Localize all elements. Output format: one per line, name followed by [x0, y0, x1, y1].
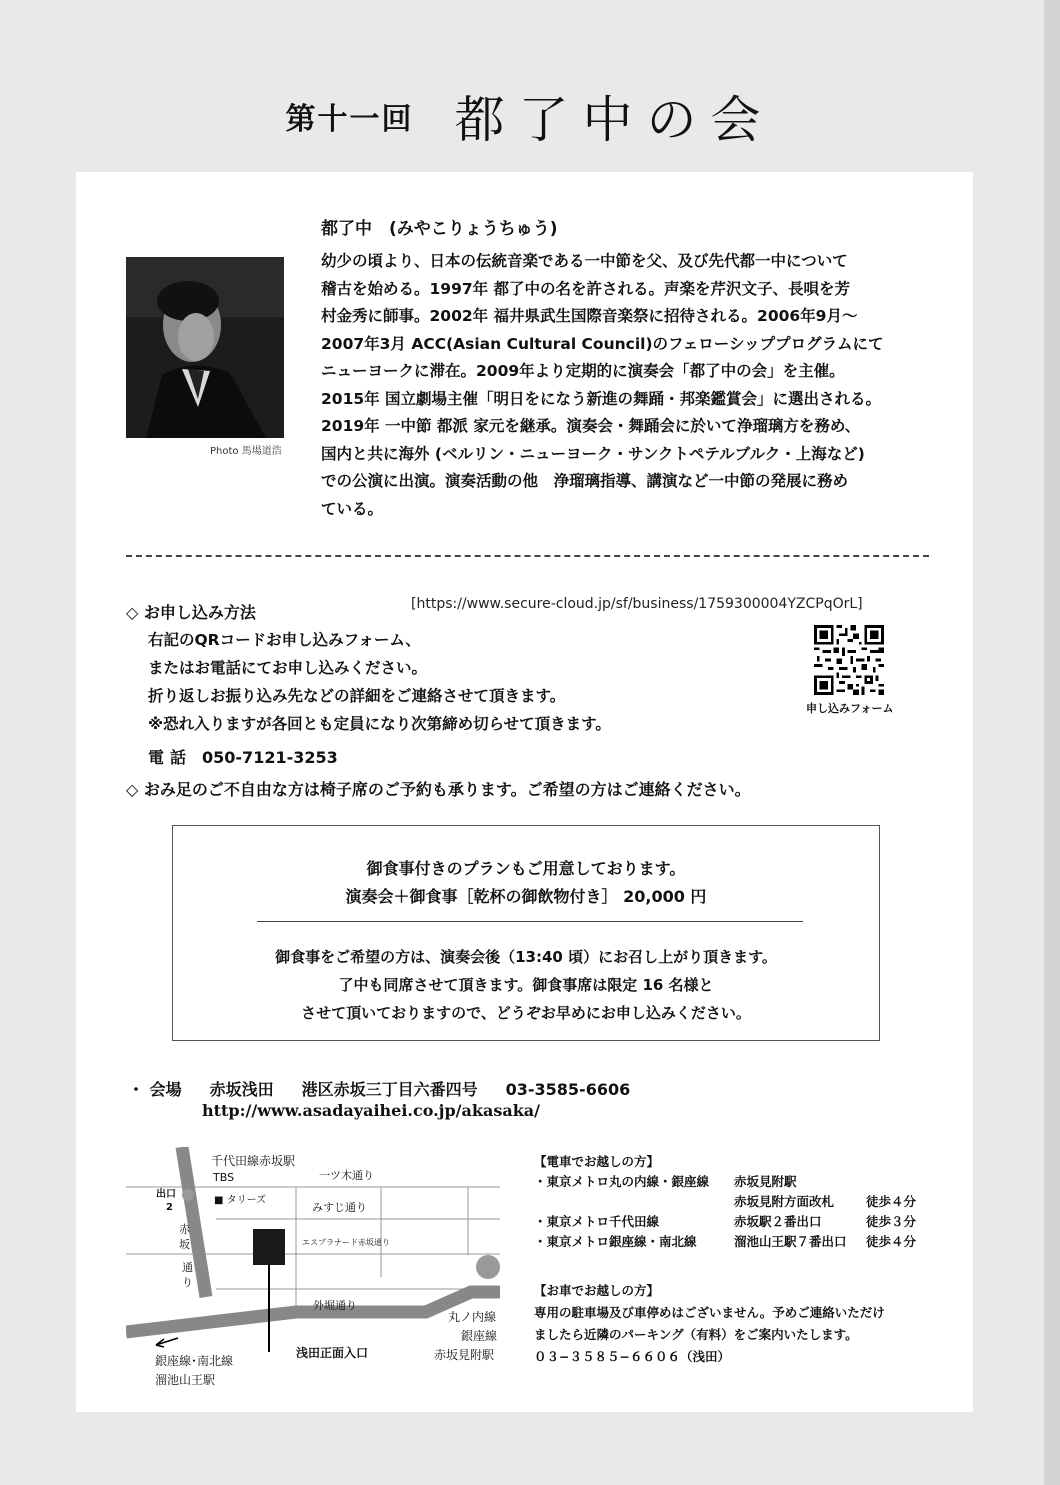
- meal-plan-box: [172, 825, 880, 1041]
- akasaka-dori-road: [182, 1147, 206, 1297]
- walk-time: 徒歩４分: [866, 1194, 917, 1209]
- application-url-link[interactable]: [https://www.secure-cloud.jp/sf/business/1759300004YZCPqOrL]: [411, 596, 863, 612]
- page-edge: [1044, 0, 1060, 1485]
- sotobori-dori-road: [126, 1292, 500, 1332]
- car-line: 専用の駐車場及び車停めはございません。予めご連絡いただけ: [534, 1305, 885, 1320]
- exit-2-marker: [182, 1189, 194, 1201]
- street-label: エスプラナード赤坂通り: [302, 1238, 390, 1247]
- station-exit: 赤坂見附方面改札: [734, 1194, 835, 1209]
- access-row: [534, 1212, 917, 1232]
- access-row: [534, 1192, 917, 1212]
- application-heading: ◇ お申し込み方法: [126, 603, 256, 622]
- bio-line: 2019年 一中節 都派 家元を継承。演奏会・舞踊会に於いて浄瑠璃方を務め、: [321, 417, 861, 435]
- chair-seat-note: ◇ おみ足のご不自由な方は椅子席のご予約も承ります。ご希望の方はご連絡ください。: [126, 780, 751, 799]
- station-label: 銀座線: [461, 1329, 498, 1343]
- exit-label: 出口: [156, 1189, 176, 1200]
- car-line: ０３−３５８５−６６０６（浅田）: [534, 1349, 730, 1364]
- station-exit: 赤坂駅２番出口: [734, 1214, 822, 1229]
- edition-number: 第十一回: [285, 102, 414, 137]
- car-access: [534, 1280, 885, 1368]
- qr-caption: 申し込みフォーム: [806, 702, 894, 715]
- event-name: 都了中の会: [454, 91, 775, 149]
- bio-line: 幼少の頃より、日本の伝統音楽である一中節を父、及び先代都一中について: [321, 252, 848, 270]
- walk-time: 徒歩３分: [866, 1214, 917, 1229]
- application-instructions: [148, 626, 611, 738]
- station-label: 銀座線･南北線: [155, 1354, 234, 1368]
- station-exit: 溜池山王駅７番出口: [734, 1234, 847, 1249]
- meal-divider: [257, 921, 803, 922]
- qr-code[interactable]: [814, 625, 884, 695]
- instruction-line: 折り返しお振り込み先などの詳細をご連絡させて頂きます。: [148, 687, 566, 705]
- meal-line: 御食事をご希望の方は、演奏会後（13:40 頃）にお召し上がり頂きます。: [275, 948, 777, 966]
- meal-line: させて頂いておりますので、どうぞお早めにお申し込みください。: [301, 1004, 751, 1022]
- line-name: ・東京メトロ千代田線: [534, 1214, 660, 1229]
- akasaka-dori-char: り: [182, 1276, 193, 1289]
- line-name: ・東京メトロ銀座線・南北線: [534, 1234, 697, 1249]
- flyer-card: [76, 172, 973, 1412]
- venue-name: 赤坂浅田: [209, 1080, 274, 1099]
- station-exit: 赤坂見附駅: [734, 1174, 797, 1189]
- portrait-photo: [126, 257, 284, 438]
- instruction-line: ※恐れ入りますが各回とも定員になり次第締め切らせて頂きます。: [148, 715, 611, 733]
- venue-tel: 03-3585-6606: [505, 1080, 631, 1099]
- phone-contact: [148, 745, 338, 768]
- street-label: 外堀通り: [313, 1299, 357, 1312]
- tullys-label: ■ タリーズ: [214, 1195, 267, 1206]
- bio-line: での公演に出演。演奏活動の他 浄瑠璃指導、講演など一中節の発展に務め: [321, 472, 849, 490]
- car-line: ましたら近隣のパーキング（有料）をご案内いたします。: [534, 1327, 858, 1342]
- station-label: 千代田線赤坂駅: [211, 1154, 296, 1168]
- phone-label: 電話: [148, 748, 193, 767]
- access-row: [534, 1172, 797, 1192]
- bio-line: ニューヨークに滞在。2009年より定期的に演奏会「都了中の会」を主催。: [321, 362, 845, 380]
- venue-info: [128, 1077, 658, 1100]
- bio-line: 2015年 国立劇場主催「明日をになう新進の舞踊・邦楽鑑賞会」に選出される。: [321, 389, 882, 408]
- venue-address: 港区赤坂三丁目六番四号: [301, 1080, 478, 1099]
- phone-number: 050-7121-3253: [202, 748, 338, 767]
- performer-name: 都了中 (みやこりょうちゅう): [321, 219, 558, 239]
- photo-credit: Photo 馬場道浩: [210, 446, 282, 457]
- station-label: 赤坂見附駅: [434, 1348, 495, 1362]
- akasaka-mitsuke-marker: [476, 1255, 500, 1279]
- street-label: みすじ通り: [312, 1201, 367, 1214]
- venue-url-link[interactable]: http://www.asadayaihei.co.jp/akasaka/: [202, 1101, 540, 1120]
- access-map: [126, 1147, 526, 1392]
- bio-line: 村金秀に師事。2002年 福井県武生国際音楽祭に招待される。2006年9月〜: [321, 307, 858, 325]
- instruction-line: またはお電話にてお申し込みください。: [148, 659, 428, 677]
- dashed-divider: [126, 555, 929, 557]
- venue-building-marker: [253, 1229, 285, 1265]
- station-label: 溜池山王駅: [155, 1373, 216, 1387]
- akasaka-dori-char: 赤: [179, 1223, 190, 1236]
- page-title: [0, 80, 1060, 152]
- akasaka-dori-char: 坂: [179, 1238, 190, 1251]
- car-heading: 【お車でお越しの方】: [534, 1283, 660, 1298]
- train-access: [534, 1152, 917, 1252]
- line-name: ・東京メトロ丸の内線・銀座線: [534, 1174, 710, 1189]
- exit-number: 2: [166, 1202, 173, 1213]
- walk-time: 徒歩４分: [866, 1234, 917, 1249]
- biography: [321, 248, 931, 523]
- arrow-line: [156, 1338, 178, 1345]
- bio-line: 2007年3月 ACC(Asian Cultural Council)のフェローシッププログラムにて: [321, 334, 884, 353]
- train-heading: 【電車でお越しの方】: [534, 1154, 660, 1169]
- venue-label: ・ 会場: [128, 1080, 182, 1099]
- instruction-line: 右記のQRコードお申し込みフォーム、: [148, 631, 421, 649]
- akasaka-dori-char: 通: [182, 1261, 193, 1274]
- tbs-label: TBS: [213, 1171, 235, 1184]
- bio-line: ている。: [321, 499, 384, 518]
- street-label: 一ツ木通り: [319, 1169, 374, 1182]
- meal-line: 御食事付きのプランもご用意しております。: [366, 859, 686, 878]
- bio-line: 国内と共に海外 (ベルリン・ニューヨーク・サンクトペテルブルク・上海など): [321, 444, 865, 463]
- entrance-label: 浅田正面入口: [296, 1346, 369, 1360]
- bio-line: 稽古を始める。1997年 都了中の名を許される。声楽を芹沢文子、長唄を芳: [321, 279, 851, 298]
- meal-line: 了中も同席させて頂きます。御食事席は限定 16 名様と: [338, 976, 714, 994]
- station-label: 丸ノ内線: [448, 1310, 497, 1324]
- access-row: [534, 1232, 917, 1252]
- meal-price: 演奏会＋御食事［乾杯の御飲物付き］ 20,000 円: [345, 887, 707, 906]
